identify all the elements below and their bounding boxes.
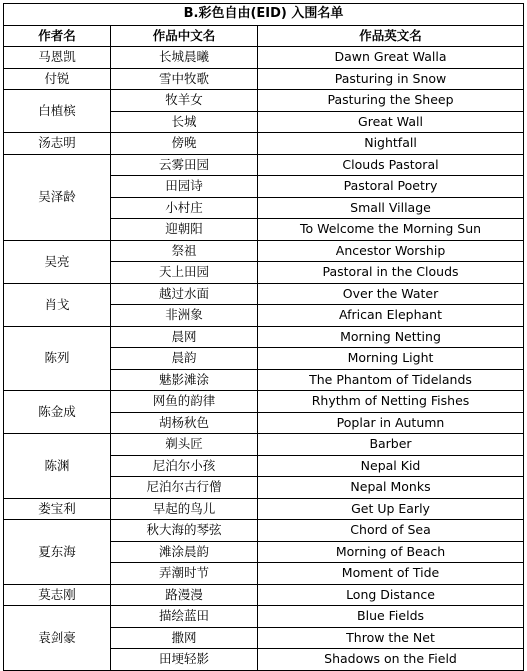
table-row (4, 434, 524, 456)
chinese-title-cell: 描绘蓝田 (111, 606, 258, 628)
chinese-title-cell: 雪中牧歌 (111, 68, 258, 90)
chinese-title-cell: 非洲象 (111, 305, 258, 327)
finalists-table (3, 3, 524, 671)
chinese-title-cell: 长城 (111, 111, 258, 133)
chinese-title-cell: 小村庄 (111, 197, 258, 219)
english-title-cell: Shadows on the Field (258, 649, 524, 671)
english-title-cell: To Welcome the Morning Sun (258, 219, 524, 241)
english-title-cell: Pasturing the Sheep (258, 90, 524, 112)
table-row (4, 606, 524, 628)
english-title-cell: Clouds Pastoral (258, 154, 524, 176)
chinese-title-cell: 晨韵 (111, 348, 258, 370)
table-row (4, 240, 524, 262)
table-row (4, 326, 524, 348)
english-title-cell: The Phantom of Tidelands (258, 369, 524, 391)
english-title-cell: Nightfall (258, 133, 524, 155)
table-row (4, 520, 524, 542)
english-title-cell: Pastoral Poetry (258, 176, 524, 198)
table-row (4, 68, 524, 90)
author-cell: 袁剑豪 (4, 606, 111, 671)
chinese-title-cell: 长城晨曦 (111, 47, 258, 69)
table-row (4, 391, 524, 413)
english-title-cell: Moment of Tide (258, 563, 524, 585)
author-cell: 肖戈 (4, 283, 111, 326)
author-cell: 吴亮 (4, 240, 111, 283)
english-title-cell: Small Village (258, 197, 524, 219)
english-title-cell: Long Distance (258, 584, 524, 606)
author-cell: 娄宝利 (4, 498, 111, 520)
chinese-title-cell: 尼泊尔古行僧 (111, 477, 258, 499)
chinese-title-cell: 越过水面 (111, 283, 258, 305)
english-title-cell: Nepal Monks (258, 477, 524, 499)
header-english-title: 作品英文名 (258, 25, 524, 47)
english-title-cell: Pastoral in the Clouds (258, 262, 524, 284)
chinese-title-cell: 剃头匠 (111, 434, 258, 456)
table-row (4, 154, 524, 176)
english-title-cell: Throw the Net (258, 627, 524, 649)
english-title-cell: Chord of Sea (258, 520, 524, 542)
chinese-title-cell: 胡杨秋色 (111, 412, 258, 434)
author-cell: 陈列 (4, 326, 111, 391)
english-title-cell: Morning Netting (258, 326, 524, 348)
table-row (4, 584, 524, 606)
chinese-title-cell: 牧羊女 (111, 90, 258, 112)
chinese-title-cell: 天上田园 (111, 262, 258, 284)
chinese-title-cell: 田园诗 (111, 176, 258, 198)
table-title: B.彩色自由(EID) 入围名单 (4, 4, 524, 26)
table-row (4, 47, 524, 69)
chinese-title-cell: 滩涂晨韵 (111, 541, 258, 563)
header-chinese-title: 作品中文名 (111, 25, 258, 47)
header-author: 作者名 (4, 25, 111, 47)
table-row (4, 283, 524, 305)
header-row (4, 25, 524, 47)
english-title-cell: Poplar in Autumn (258, 412, 524, 434)
chinese-title-cell: 尼泊尔小孩 (111, 455, 258, 477)
table-title-row (4, 4, 524, 26)
english-title-cell: Barber (258, 434, 524, 456)
chinese-title-cell: 撒网 (111, 627, 258, 649)
table-row (4, 498, 524, 520)
chinese-title-cell: 祭祖 (111, 240, 258, 262)
author-cell: 马恩凯 (4, 47, 111, 69)
chinese-title-cell: 云雾田园 (111, 154, 258, 176)
english-title-cell: Pasturing in Snow (258, 68, 524, 90)
chinese-title-cell: 傍晚 (111, 133, 258, 155)
author-cell: 吴泽龄 (4, 154, 111, 240)
table-row (4, 133, 524, 155)
author-cell: 付锐 (4, 68, 111, 90)
author-cell: 陈渊 (4, 434, 111, 499)
chinese-title-cell: 路漫漫 (111, 584, 258, 606)
english-title-cell: Dawn Great Walla (258, 47, 524, 69)
english-title-cell: Great Wall (258, 111, 524, 133)
english-title-cell: Blue Fields (258, 606, 524, 628)
table-body (4, 47, 524, 671)
english-title-cell: African Elephant (258, 305, 524, 327)
author-cell: 夏东海 (4, 520, 111, 585)
english-title-cell: Morning Light (258, 348, 524, 370)
chinese-title-cell: 弄潮时节 (111, 563, 258, 585)
chinese-title-cell: 秋大海的琴弦 (111, 520, 258, 542)
author-cell: 汤志明 (4, 133, 111, 155)
english-title-cell: Rhythm of Netting Fishes (258, 391, 524, 413)
chinese-title-cell: 迎朝阳 (111, 219, 258, 241)
english-title-cell: Ancestor Worship (258, 240, 524, 262)
author-cell: 陈金成 (4, 391, 111, 434)
chinese-title-cell: 田埂轻影 (111, 649, 258, 671)
english-title-cell: Get Up Early (258, 498, 524, 520)
author-cell: 莫志刚 (4, 584, 111, 606)
author-cell: 白植槟 (4, 90, 111, 133)
chinese-title-cell: 网鱼的韵律 (111, 391, 258, 413)
english-title-cell: Nepal Kid (258, 455, 524, 477)
chinese-title-cell: 魅影滩涂 (111, 369, 258, 391)
chinese-title-cell: 晨网 (111, 326, 258, 348)
english-title-cell: Morning of Beach (258, 541, 524, 563)
english-title-cell: Over the Water (258, 283, 524, 305)
chinese-title-cell: 早起的鸟儿 (111, 498, 258, 520)
table-row (4, 90, 524, 112)
